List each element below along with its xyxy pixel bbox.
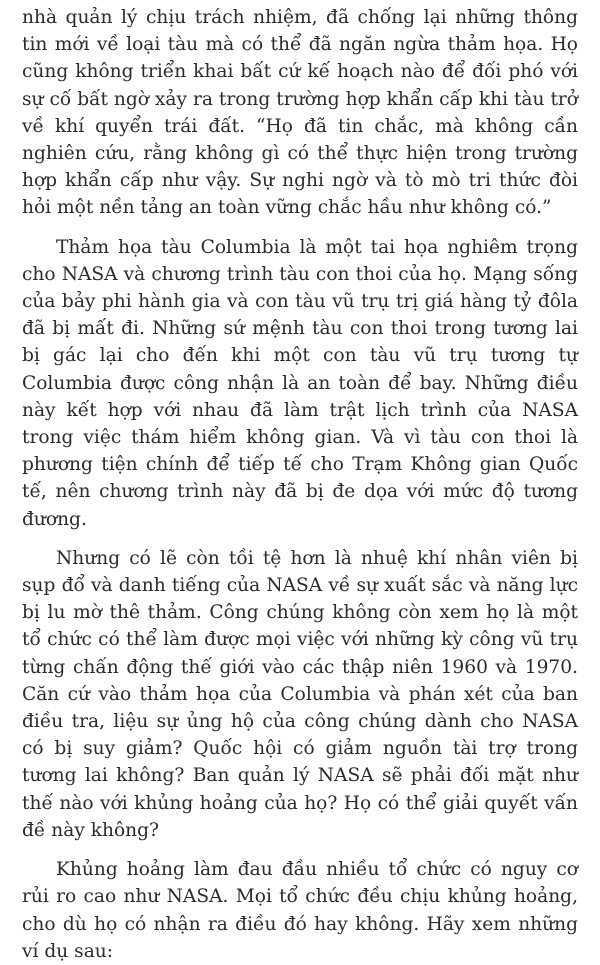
paragraph-2: Thảm họa tàu Columbia là một tai họa nghiêm trọng cho NASA và chương trình tàu con thoi của họ. Mạng sống của bảy phi hành gia và con tàu vũ trụ trị giá hàng tỷ đôla đã bị mất đi. Những sứ mệnh tàu con thoi trong tương lai bị gác lại cho đến khi một con tàu vũ trụ tương tự Columbia được công nhận là an toàn để bay. Những điều này kết hợp với nhau đã làm trật lịch trình của NASA trong việc thám hiểm không gian. Và vì tàu con thoi là phương tiện chính để tiếp tế cho Trạm Không gian Quốc tế, nên chương trình này đã bị đe dọa với mức độ tương đương. — [22, 236, 578, 530]
paragraph-3: Nhưng có lẽ còn tồi tệ hơn là nhuệ khí nhân viên bị sụp đổ và danh tiếng của NASA về sự xuất sắc và năng lực bị lu mờ thê thảm. Công chúng không còn xem họ là một tổ chức có thể làm được mọi việc với những kỳ công vũ trụ từng chấn động thế giới vào các thập niên 1960 và 1970. Căn cứ vào thảm họa của Columbia và phán xét của ban điều tra, liệu sự ủng hộ của công chúng dành cho NASA có bị suy giảm? Quốc hội có giảm nguồn tài trợ trong tương lai không? Ban quản lý NASA sẽ phải đối mặt như thế nào với khủng hoảng của họ? Họ có thể giải quyết vấn đề này không? — [22, 547, 578, 841]
document-page — [22, 4, 578, 965]
paragraph-4: Khủng hoảng làm đau đầu nhiều tổ chức có nguy cơ rủi ro cao như NASA. Mọi tổ chức đều chịu khủng hoảng, cho dù họ có nhận ra điều đó hay không. Hãy xem những ví dụ sau: — [22, 859, 578, 962]
paragraph-1: nhà quản lý chịu trách nhiệm, đã chống lại những thông tin mới về loại tàu mà có thể đã ngăn ngừa thảm họa. Họ cũng không triển khai bất cứ kế hoạch nào để đối phó với sự cố bất ngờ xảy ra trong trường hợp khẩn cấp khi tàu trở về khí quyển trái đất. “Họ đã tin chắc, mà không cần nghiên cứu, rằng không gì có thể thực hiện trong trường hợp khẩn cấp như vậy. Sự nghi ngờ và tò mò tri thức đòi hỏi một nền tảng an toàn vững chắc hầu như không có.” — [22, 7, 578, 219]
